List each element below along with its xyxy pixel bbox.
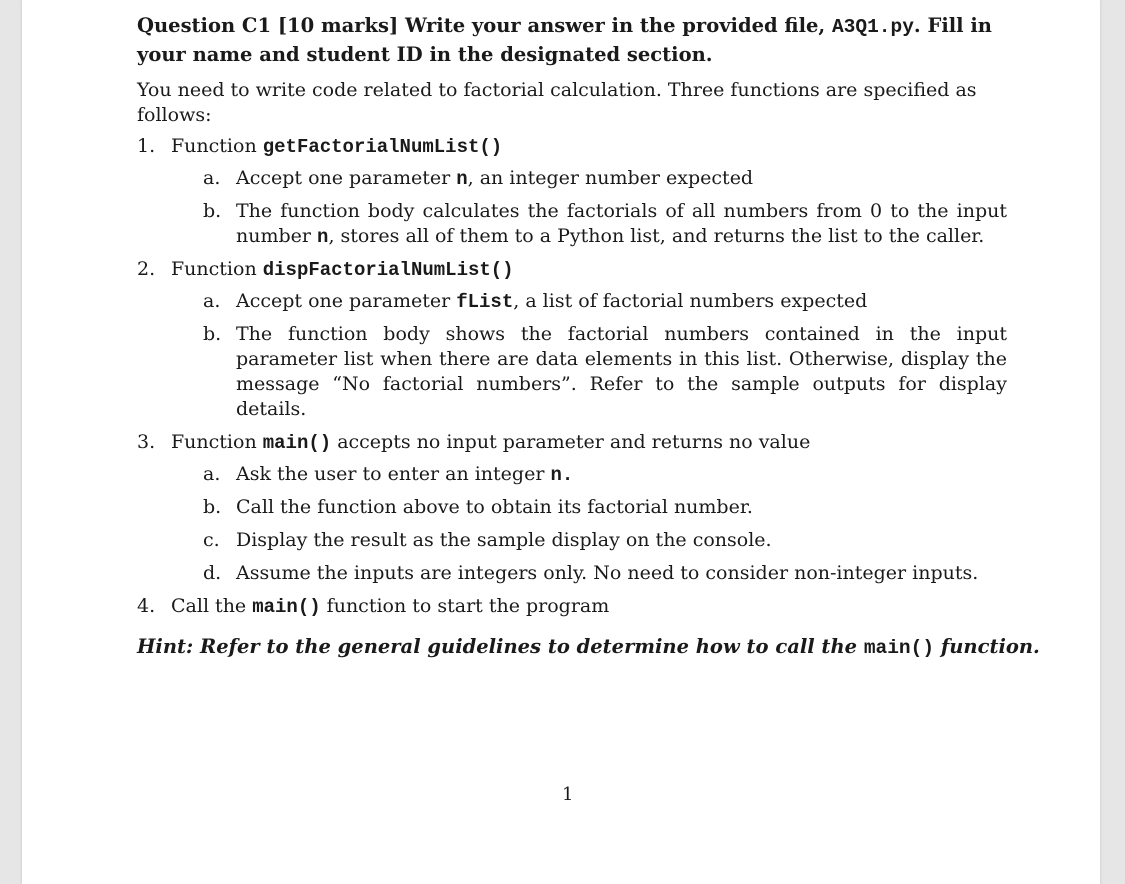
sub-list: [137, 289, 1007, 423]
code-text: n: [317, 226, 329, 248]
sub-item-letter: d.: [203, 562, 222, 584]
item-number: 4.: [137, 595, 156, 617]
numbered-list: [137, 134, 1007, 620]
question-content: [137, 12, 1007, 620]
list-item: 1. Function getFactorialNumList(): [137, 135, 503, 158]
sub-item-letter: a.: [203, 463, 221, 485]
document-page: [22, 0, 1100, 884]
sub-item: c. Display the result as the sample display on the console.: [203, 529, 772, 551]
list-item: 2. Function dispFactorialNumList(): [137, 258, 514, 281]
sub-item: a. Accept one parameter fList, a list of factorial numbers expected: [203, 290, 868, 313]
sub-item: b. Call the function above to obtain its factorial number.: [203, 496, 753, 518]
item-number: 3.: [137, 431, 156, 453]
sub-list: [137, 462, 1007, 587]
function-name: dispFactorialNumList(): [262, 259, 514, 281]
function-name: main(): [252, 596, 321, 618]
sub-item: b. The function body shows the factorial numbers contained in the input parameter list when there are data elements in this list. Otherwise, display the message “No factorial numbers”. Refer to the sample outputs for display details.: [203, 323, 1007, 420]
page-number: 1: [562, 784, 574, 805]
hint-code: main(): [863, 637, 935, 659]
sub-item-letter: a.: [203, 290, 221, 312]
function-name: main(): [262, 432, 332, 454]
item-number: 1.: [137, 135, 156, 157]
item-number: 2.: [137, 258, 156, 280]
sub-item: b. The function body calculates the factorials of all numbers from 0 to the input number n, stores all of them to a Python list, and returns the list to the caller.: [203, 200, 1007, 248]
sub-item-letter: a.: [203, 167, 221, 189]
list-item: 4. Call the main() function to start the program: [137, 595, 610, 618]
list-item: 3. Function main() accepts no input parameter and returns no value: [137, 431, 811, 454]
code-text: n: [456, 168, 468, 190]
sub-item-letter: b.: [203, 200, 222, 222]
sub-item: a. Ask the user to enter an integer n.: [203, 463, 574, 486]
function-name: getFactorialNumList(): [262, 136, 503, 158]
sub-item-letter: b.: [203, 323, 222, 345]
file-name: A3Q1.py: [831, 16, 914, 38]
sub-item: d. Assume the inputs are integers only. No need to consider non-integer inputs.: [203, 562, 979, 584]
sub-list: [137, 166, 1007, 250]
code-text: n.: [550, 464, 574, 486]
hint-text: Hint: Refer to the general guidelines to determine how to call the main() function.: [137, 635, 1040, 659]
sub-item-letter: c.: [203, 529, 220, 551]
intro-paragraph: You need to write code related to factorial calculation. Three functions are specified as follows:: [137, 79, 977, 126]
sub-item: a. Accept one parameter n, an integer number expected: [203, 167, 754, 190]
sub-item-letter: b.: [203, 496, 222, 518]
code-text: fList: [456, 291, 514, 313]
question-title: Question C1 [10 marks] Write your answer in the provided file, A3Q1.py. Fill in your name and student ID in the designated section.: [137, 14, 992, 66]
